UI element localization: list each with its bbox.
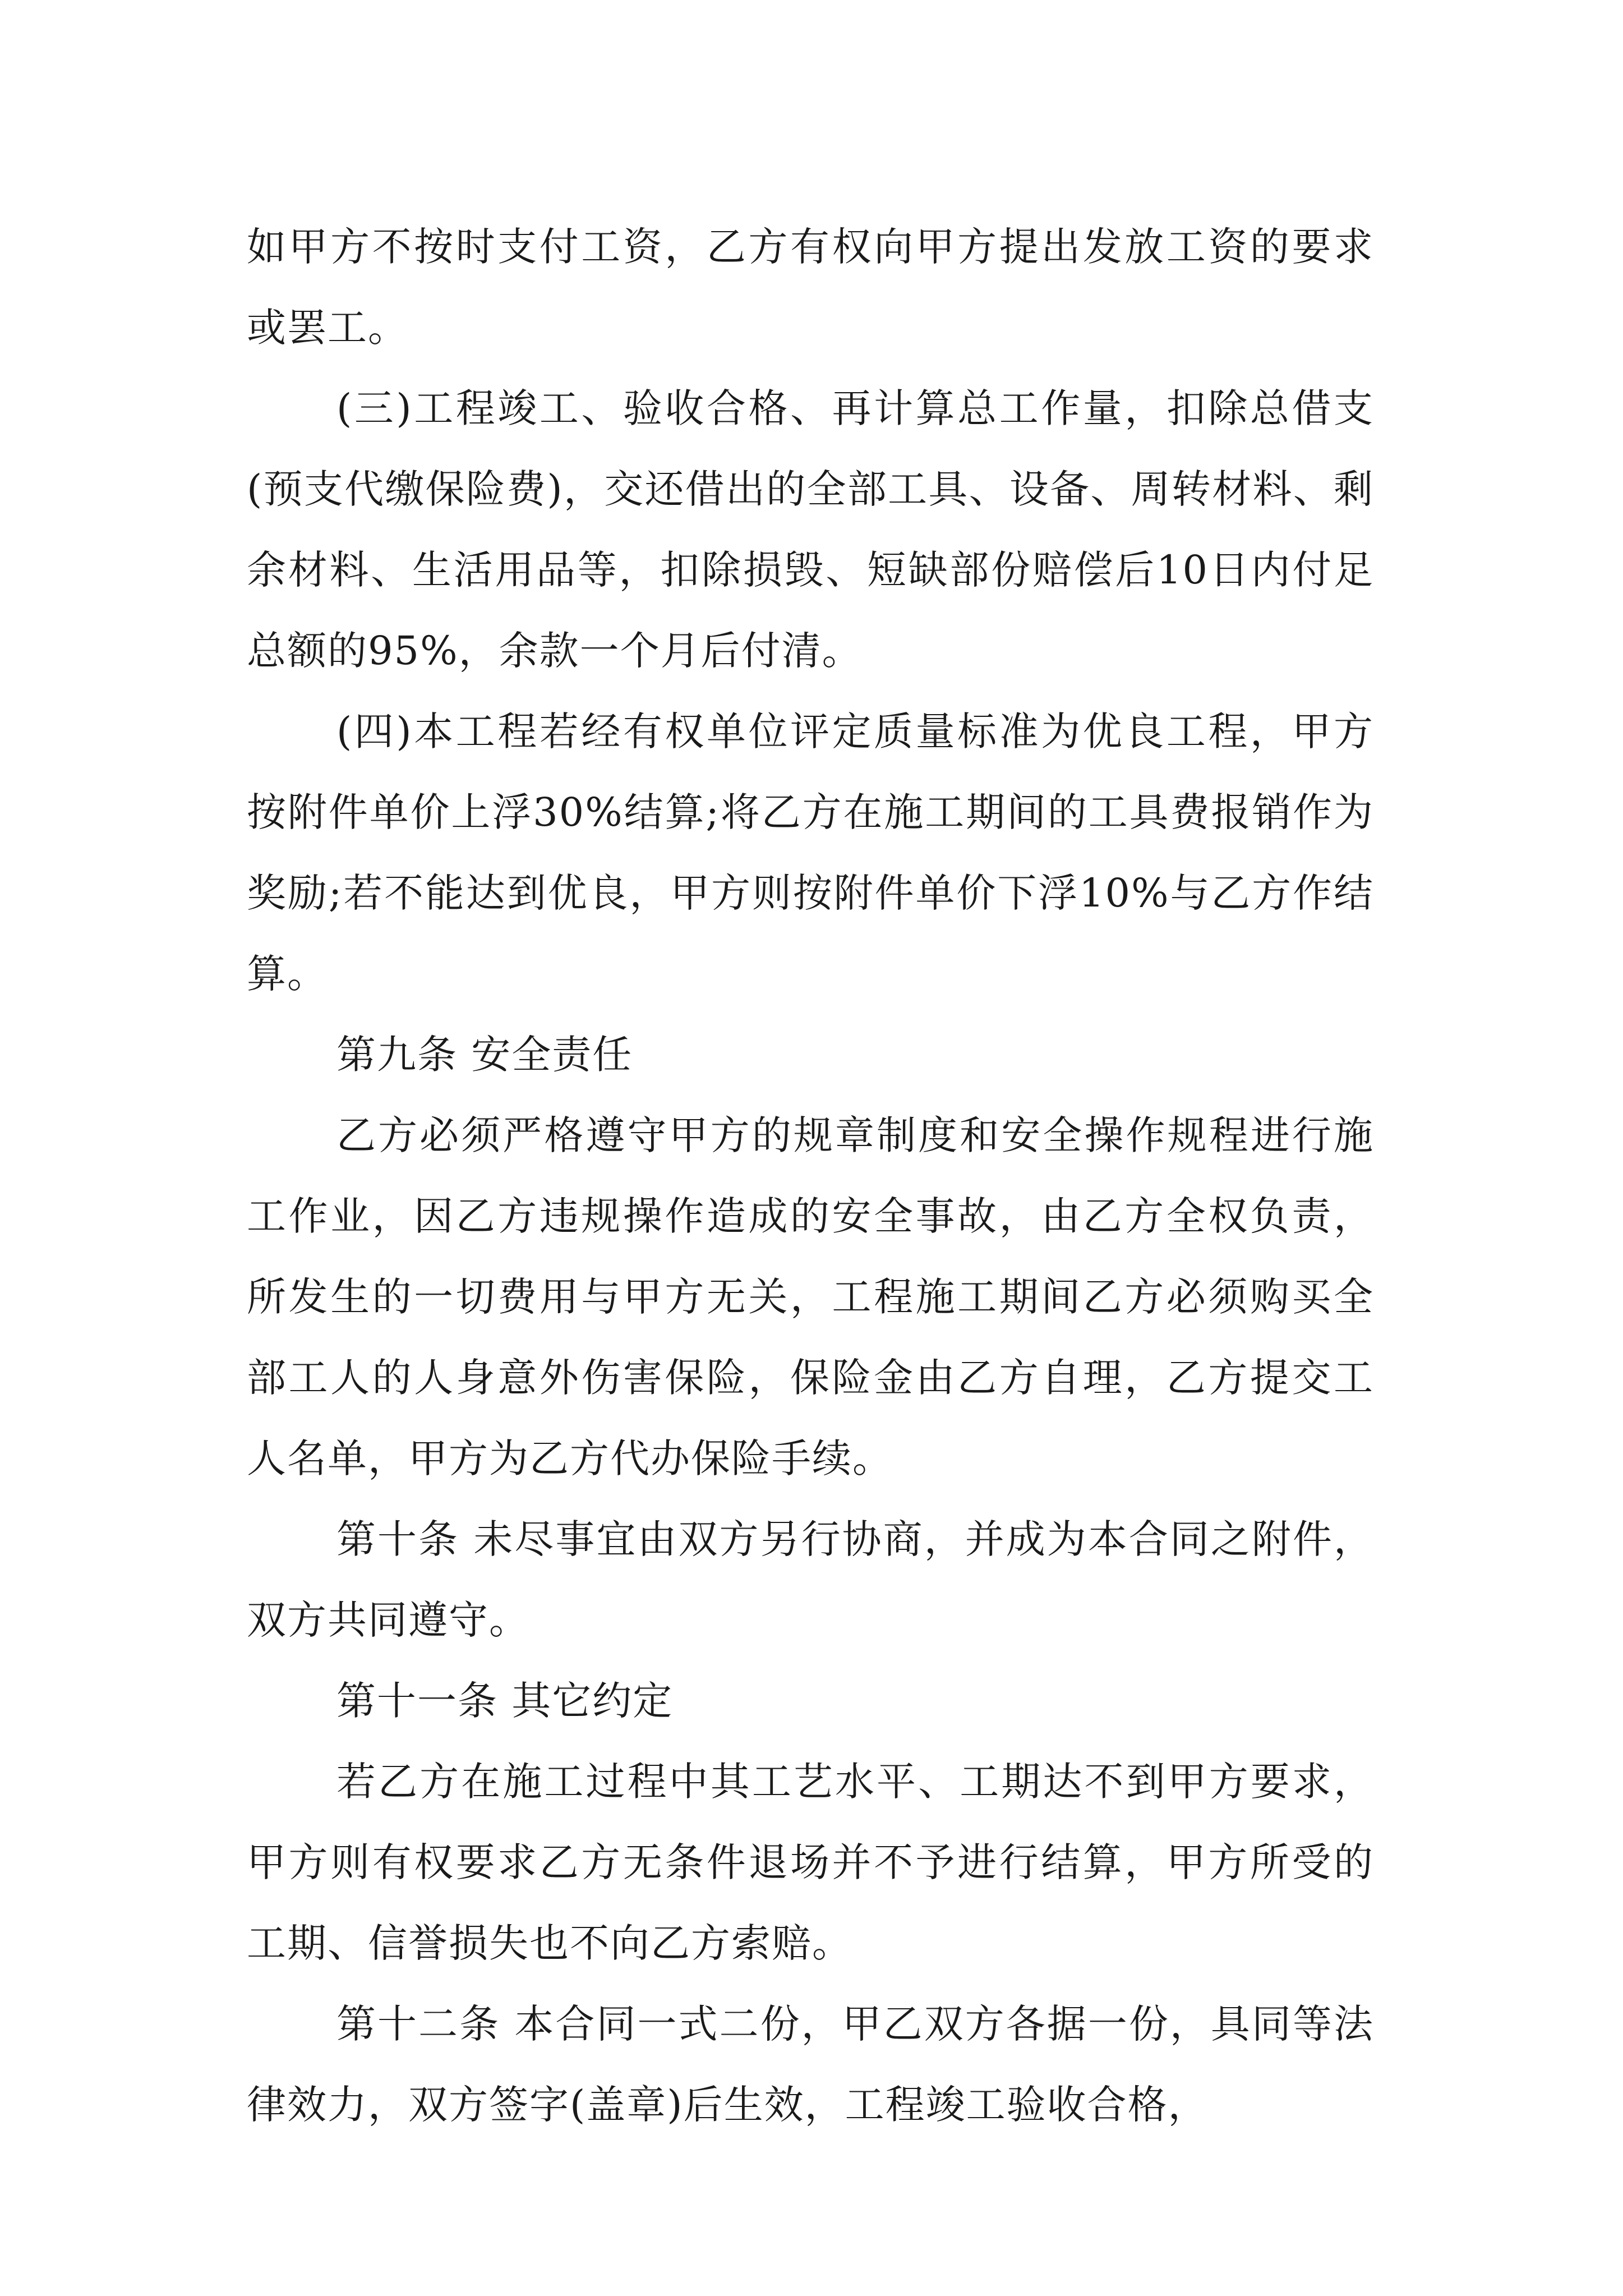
paragraph-wage-dispute: 如甲方不按时支付工资，乙方有权向甲方提出发放工资的要求或罢工。 [247, 224, 1374, 351]
heading-article-eleven: 第十一条 其它约定 [336, 1678, 674, 1724]
heading-article-nine: 第九条 安全责任 [336, 1032, 633, 1078]
paragraph-article-ten: 第十条 未尽事宜由双方另行协商，并成为本合同之附件，双方共同遵守。 [247, 1516, 1374, 1643]
paragraph-item-four-quality: (四)本工程若经有权单位评定质量标准为优良工程，甲方按附件单价上浮30%结算;将乙方在施工期间的工具费报销作为奖励;若不能达到优良，甲方则按附件单价下浮10%与乙方作结算。 [247, 708, 1374, 997]
paragraph-item-three-settlement: (三)工程竣工、验收合格、再计算总工作量，扣除总借支(预支代缴保险费)，交还借出的全部工具、设备、周转材料、剩余材料、生活用品等，扣除损毁、短缺部份赔偿后10日内付足总额的95%，余款一个月后付清。 [247, 385, 1374, 674]
paragraph-article-twelve: 第十二条 本合同一式二份，甲乙双方各据一份，具同等法律效力，双方签字(盖章)后生效，工程竣工验收合格， [247, 2001, 1374, 2128]
paragraph-other-agreements: 若乙方在施工过程中其工艺水平、工期达不到甲方要求，甲方则有权要求乙方无条件退场并不予进行结算，甲方所受的工期、信誉损失也不向乙方索赔。 [247, 1759, 1374, 1966]
paragraph-safety-responsibility: 乙方必须严格遵守甲方的规章制度和安全操作规程进行施工作业，因乙方违规操作造成的安全事故，由乙方全权负责，所发生的一切费用与甲方无关，工程施工期间乙方必须购买全部工人的人身意外伤害保险，保险金由乙方自理，乙方提交工人名单，甲方为乙方代办保险手续。 [247, 1112, 1374, 1481]
contract-body [247, 206, 1374, 2145]
